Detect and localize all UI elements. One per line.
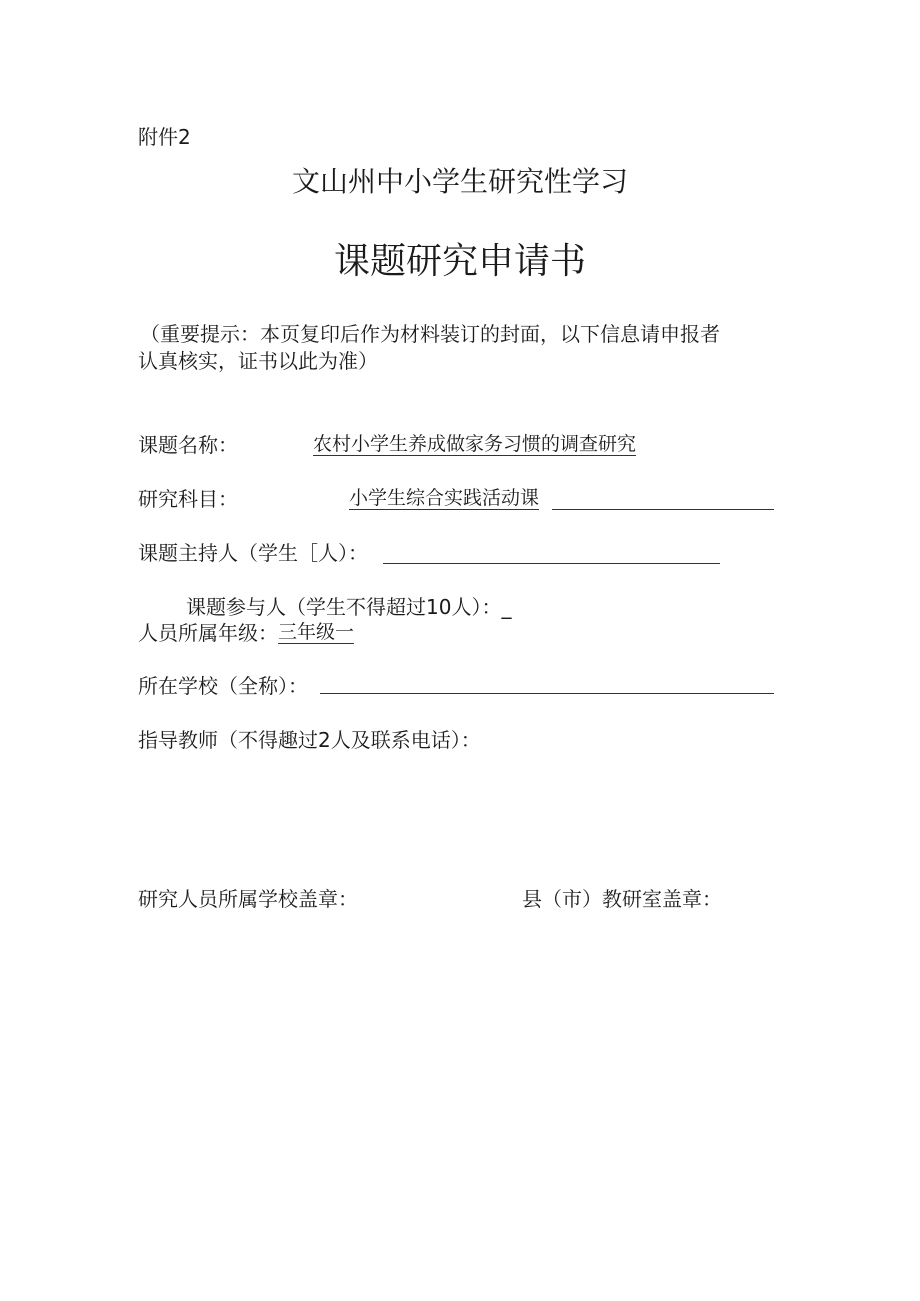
document-title: 课题研究申请书 [333, 241, 586, 282]
notice-line-1: （重要提示：本页复印后作为材料装订的封面，以下信息请申报者 [140, 322, 720, 346]
host-label: 课题主持人（学生［人）： [138, 541, 368, 565]
topic-name-label: 课题名称： [138, 433, 238, 457]
document-subtitle: 文山州中小学生研究性学习 [291, 165, 628, 198]
notice-line-2: 认真核实，证书以此为准） [138, 349, 378, 373]
subject-blank-line [552, 509, 774, 510]
grade-value: 三年级一 [278, 621, 355, 643]
grade-label: 人员所属年级： [138, 621, 278, 645]
host-blank-line [383, 563, 720, 564]
school-seal-label: 研究人员所属学校盖章： [138, 887, 358, 911]
county-seal-label: 县（市）教研室盖章： [522, 887, 722, 911]
topic-name-value: 农村小学生养成做家务习惯的调查研究 [313, 433, 637, 455]
advisor-label: 指导教师（不得趣过2人及联系电话）： [138, 728, 481, 752]
attachment-label: 附件2 [138, 125, 191, 149]
school-blank-line [320, 693, 774, 694]
subject-label: 研究科目： [138, 487, 238, 511]
participants-label: 课题参与人（学生不得超过10人）：_ [186, 595, 512, 619]
school-label: 所在学校（全称）： [138, 674, 308, 698]
subject-value: 小学生综合实践活动课 [349, 487, 540, 509]
